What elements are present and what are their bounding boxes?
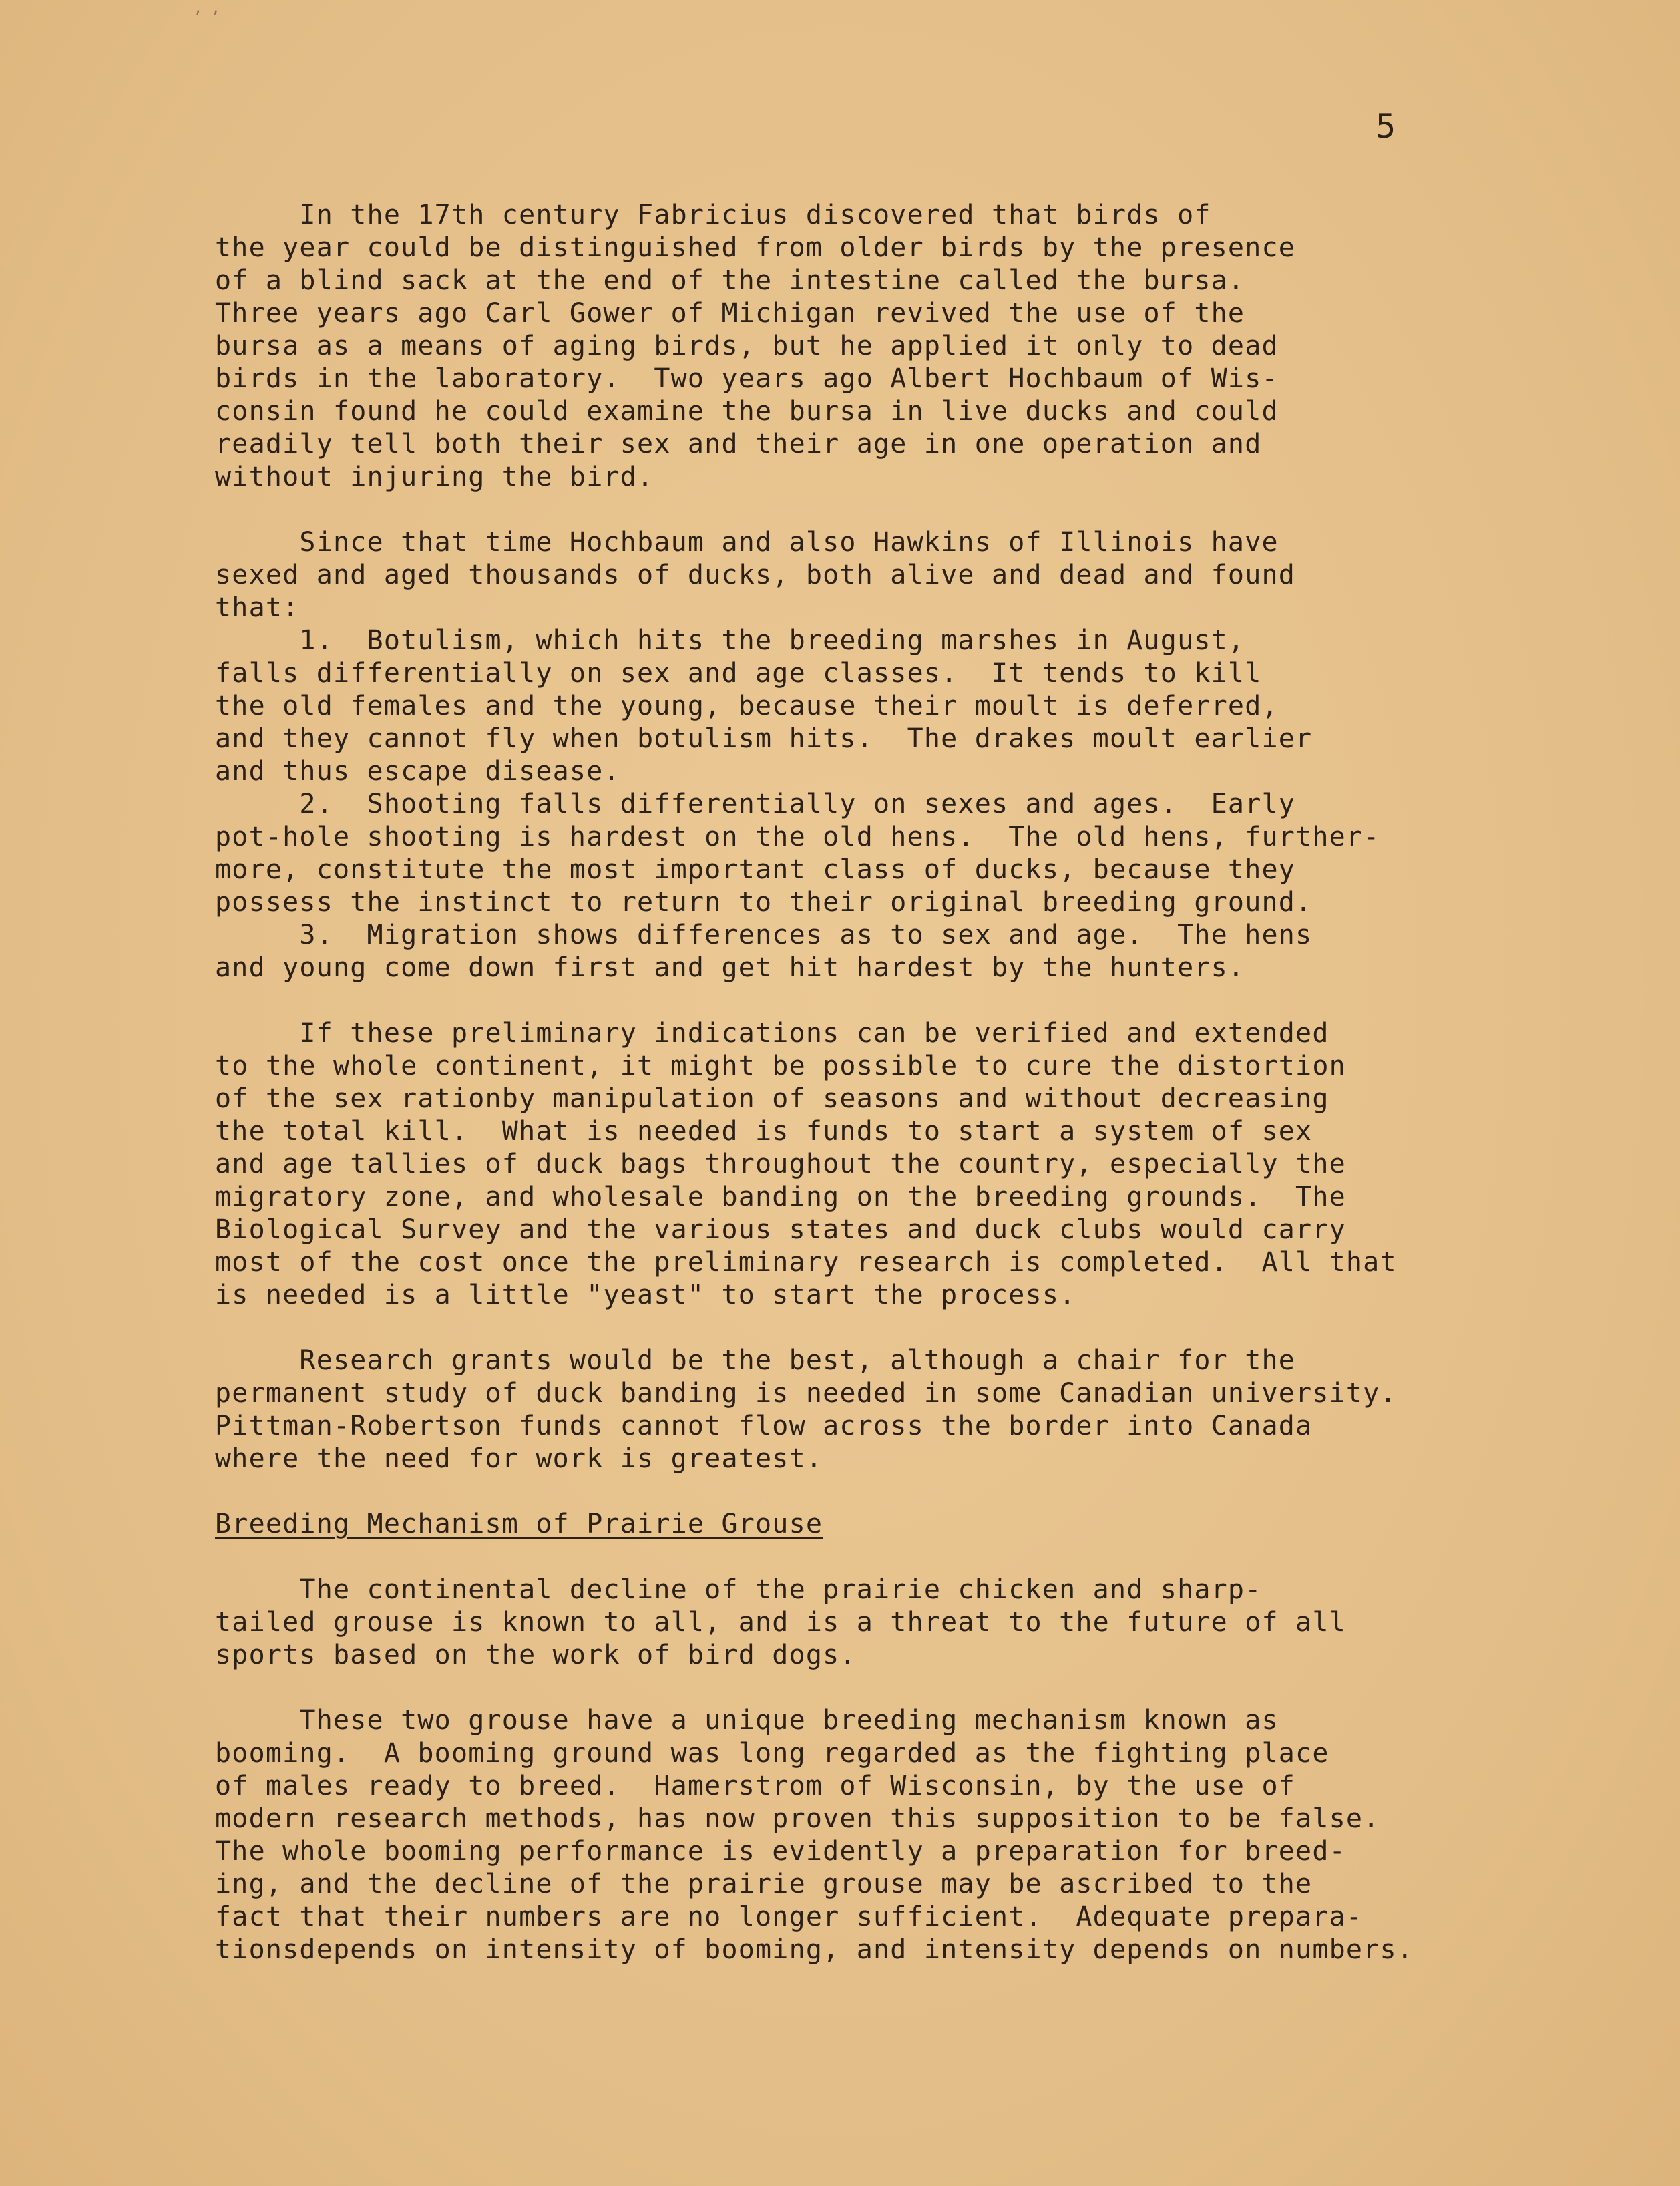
paragraph-gap — [215, 1475, 1644, 1508]
text-line: where the need for work is greatest. — [215, 1443, 823, 1474]
text-line: and they cannot fly when botulism hits. The drakes moult earlier — [215, 723, 1313, 754]
text-line: and thus escape disease. — [215, 756, 620, 787]
text-line: The continental decline of the prairie chicken and sharp- — [215, 1574, 1262, 1605]
text-line: birds in the laboratory. Two years ago Albert Hochbaum of Wis- — [215, 363, 1279, 394]
text-line: and age tallies of duck bags throughout the country, especially the — [215, 1149, 1346, 1179]
text-line: tionsdepends on intensity of booming, and intensity depends on numbers. — [215, 1934, 1414, 1965]
paragraph-gap — [215, 984, 1644, 1017]
text-line: of a blind sack at the end of the intestine called the bursa. — [215, 265, 1245, 296]
paragraph-fabricius — [215, 199, 1644, 494]
paragraph-preliminary-indications — [215, 1017, 1644, 1312]
paragraph-gap — [215, 1672, 1644, 1704]
paper-edge-mark: ‚ ‚ — [194, 0, 220, 17]
paragraph-continental-decline — [215, 1574, 1644, 1672]
text-line: that: — [215, 592, 300, 623]
document-body — [215, 199, 1644, 1966]
text-line: readily tell both their sex and their age in one operation and — [215, 429, 1262, 460]
list-item-botulism — [215, 624, 1644, 788]
text-line: booming. A booming ground was long regarded as the fighting place — [215, 1738, 1329, 1769]
text-line: ing, and the decline of the prairie grouse may be ascribed to the — [215, 1869, 1313, 1899]
text-line: pot-hole shooting is hardest on the old hens. The old hens, further- — [215, 822, 1380, 852]
text-line: If these preliminary indications can be verified and extended — [215, 1018, 1329, 1049]
section-heading: Breeding Mechanism of Prairie Grouse — [215, 1509, 823, 1539]
text-line: fact that their numbers are no longer sufficient. Adequate prepara- — [215, 1901, 1363, 1932]
text-line: Research grants would be the best, although a chair for the — [215, 1345, 1296, 1376]
text-line: without injuring the bird. — [215, 462, 654, 492]
text-line: These two grouse have a unique breeding mechanism known as — [215, 1705, 1279, 1736]
text-line: 2. Shooting falls differentially on sexes and ages. Early — [215, 789, 1296, 819]
text-line: sexed and aged thousands of ducks, both alive and dead and found — [215, 560, 1296, 590]
text-line: Biological Survey and the various states and duck clubs would carry — [215, 1214, 1346, 1245]
text-line: to the whole continent, it might be possible to cure the distortion — [215, 1051, 1346, 1081]
findings-list — [215, 624, 1644, 984]
paragraph-research-grants — [215, 1344, 1644, 1475]
text-line: the old females and the young, because their moult is deferred, — [215, 691, 1279, 721]
text-line: Since that time Hochbaum and also Hawkins of Illinois have — [215, 527, 1279, 558]
text-line: permanent study of duck banding is needed in some Canadian university. — [215, 1378, 1397, 1409]
text-line: most of the cost once the preliminary research is completed. All that — [215, 1247, 1397, 1278]
text-line: Three years ago Carl Gower of Michigan revived the use of the — [215, 298, 1245, 329]
text-line: the total kill. What is needed is funds to start a system of sex — [215, 1116, 1313, 1147]
text-line: consin found he could examine the bursa in live ducks and could — [215, 396, 1279, 427]
paragraph-gap — [215, 494, 1644, 526]
paragraph-hochbaum-hawkins — [215, 526, 1644, 624]
text-line: of males ready to breed. Hamerstrom of Wisconsin, by the use of — [215, 1771, 1296, 1801]
text-line: 1. Botulism, which hits the breeding marshes in August, — [215, 625, 1245, 656]
text-line: 3. Migration shows differences as to sex and age. The hens — [215, 920, 1313, 950]
text-line: and young come down first and get hit hardest by the hunters. — [215, 952, 1245, 983]
text-line: Pittman-Robertson funds cannot flow across the border into Canada — [215, 1411, 1313, 1441]
text-line: is needed is a little "yeast" to start the process. — [215, 1280, 1076, 1310]
text-line: modern research methods, has now proven this supposition to be false. — [215, 1803, 1380, 1834]
text-line: the year could be distinguished from older birds by the presence — [215, 232, 1296, 263]
paragraph-gap — [215, 1541, 1644, 1574]
text-line: falls differentially on sex and age classes. It tends to kill — [215, 658, 1262, 689]
text-line: tailed grouse is known to all, and is a threat to the future of all — [215, 1607, 1346, 1638]
text-line: of the sex rationby manipulation of seasons and without decreasing — [215, 1083, 1329, 1114]
text-line: possess the instinct to return to their original breeding ground. — [215, 887, 1313, 918]
text-line: In the 17th century Fabricius discovered that birds of — [215, 200, 1211, 230]
paragraph-gap — [215, 1312, 1644, 1344]
text-line: The whole booming performance is evidently a preparation for breed- — [215, 1836, 1346, 1867]
page-number: 5 — [1376, 107, 1398, 146]
paragraph-booming — [215, 1704, 1644, 1966]
list-item-migration — [215, 919, 1644, 984]
list-item-shooting — [215, 788, 1644, 919]
text-line: migratory zone, and wholesale banding on the breeding grounds. The — [215, 1181, 1346, 1212]
text-line: sports based on the work of bird dogs. — [215, 1640, 857, 1670]
text-line: bursa as a means of aging birds, but he applied it only to dead — [215, 331, 1279, 361]
text-line: more, constitute the most important class of ducks, because they — [215, 854, 1296, 885]
